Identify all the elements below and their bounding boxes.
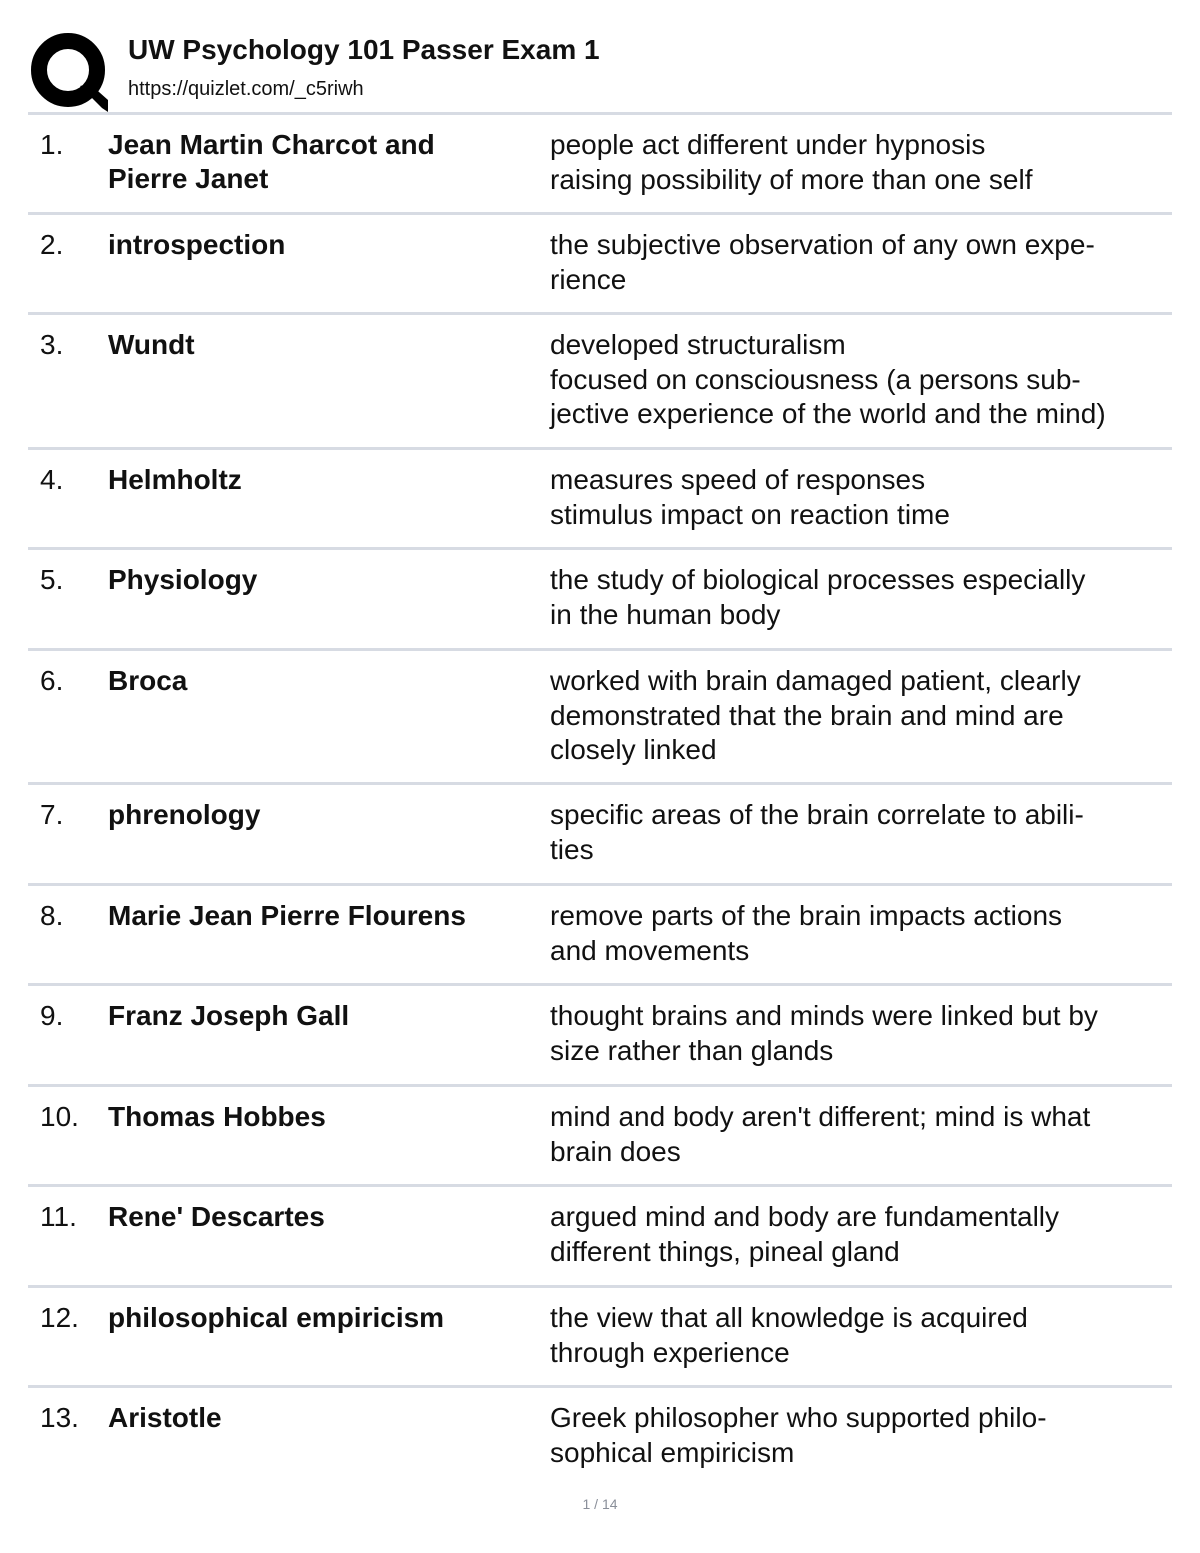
card-term: introspection bbox=[108, 229, 286, 260]
card-number: 4. bbox=[40, 464, 64, 495]
card-term: Marie Jean Pierre Flourens bbox=[108, 900, 466, 931]
flashcard-row bbox=[28, 1187, 1172, 1288]
flashcard-row bbox=[28, 1288, 1172, 1388]
card-term: Aristotle bbox=[108, 1402, 222, 1433]
flashcard-row bbox=[28, 215, 1172, 315]
card-number: 12. bbox=[40, 1302, 79, 1333]
card-definition: the study of biological processes especially in the human body bbox=[550, 564, 1086, 630]
flashcard-row bbox=[28, 986, 1172, 1087]
card-term: phrenology bbox=[108, 799, 261, 830]
page-number: 1 / 14 bbox=[582, 1496, 618, 1512]
card-term: Physiology bbox=[108, 564, 258, 595]
card-number: 5. bbox=[40, 564, 64, 595]
flashcard-list bbox=[28, 112, 1172, 1478]
flashcard-row bbox=[28, 315, 1172, 450]
card-number: 10. bbox=[40, 1101, 79, 1132]
page-title: UW Psychology 101 Passer Exam 1 bbox=[128, 34, 600, 65]
page-header bbox=[28, 28, 1172, 112]
card-definition: Greek philosopher who supported philo- sophical empiricism bbox=[550, 1402, 1047, 1468]
card-term: Thomas Hobbes bbox=[108, 1101, 326, 1132]
card-definition: developed structuralism focused on consciousness (a persons sub- jective experience of the world and the mind) bbox=[550, 329, 1106, 429]
card-definition: people act different under hypnosis raising possibility of more than one self bbox=[550, 129, 1033, 195]
flashcard-row bbox=[28, 550, 1172, 651]
card-term: Wundt bbox=[108, 329, 195, 360]
card-term: Rene' Descartes bbox=[108, 1201, 325, 1232]
card-term: philosophical empiricism bbox=[108, 1302, 445, 1333]
card-number: 3. bbox=[40, 329, 64, 360]
quizlet-logo-icon bbox=[28, 32, 110, 114]
card-number: 2. bbox=[40, 229, 64, 260]
card-number: 8. bbox=[40, 900, 64, 931]
card-definition: worked with brain damaged patient, clearly demonstrated that the brain and mind are closely linked bbox=[550, 665, 1081, 765]
card-definition: the view that all knowledge is acquired through experience bbox=[550, 1302, 1028, 1368]
card-number: 7. bbox=[40, 799, 64, 830]
flashcard-row bbox=[28, 115, 1172, 215]
card-term: Franz Joseph Gall bbox=[108, 1000, 350, 1031]
card-number: 6. bbox=[40, 665, 64, 696]
card-definition: specific areas of the brain correlate to abili- ties bbox=[550, 799, 1084, 865]
card-definition: argued mind and body are fundamentally different things, pineal gland bbox=[550, 1201, 1060, 1267]
flashcard-row bbox=[28, 1087, 1172, 1187]
flashcard-row bbox=[28, 651, 1172, 785]
card-definition: thought brains and minds were linked but by size rather than glands bbox=[550, 1000, 1098, 1066]
flashcard-row bbox=[28, 886, 1172, 986]
card-term: Broca bbox=[108, 665, 188, 696]
flashcard-row bbox=[28, 450, 1172, 550]
flashcard-row bbox=[28, 785, 1172, 886]
card-term: Helmholtz bbox=[108, 464, 242, 495]
card-number: 1. bbox=[40, 129, 64, 160]
card-number: 13. bbox=[40, 1402, 79, 1433]
card-definition: measures speed of responses stimulus impact on reaction time bbox=[550, 464, 950, 530]
card-number: 11. bbox=[40, 1201, 77, 1232]
card-term: Jean Martin Charcot and Pierre Janet bbox=[108, 129, 435, 194]
card-definition: mind and body aren't different; mind is what brain does bbox=[550, 1101, 1091, 1167]
card-definition: remove parts of the brain impacts actions and movements bbox=[550, 900, 1063, 966]
source-url[interactable]: https://quizlet.com/_c5riwh bbox=[128, 78, 364, 100]
card-number: 9. bbox=[40, 1000, 64, 1031]
card-definition: the subjective observation of any own expe- rience bbox=[550, 229, 1095, 295]
flashcard-row bbox=[28, 1388, 1172, 1478]
